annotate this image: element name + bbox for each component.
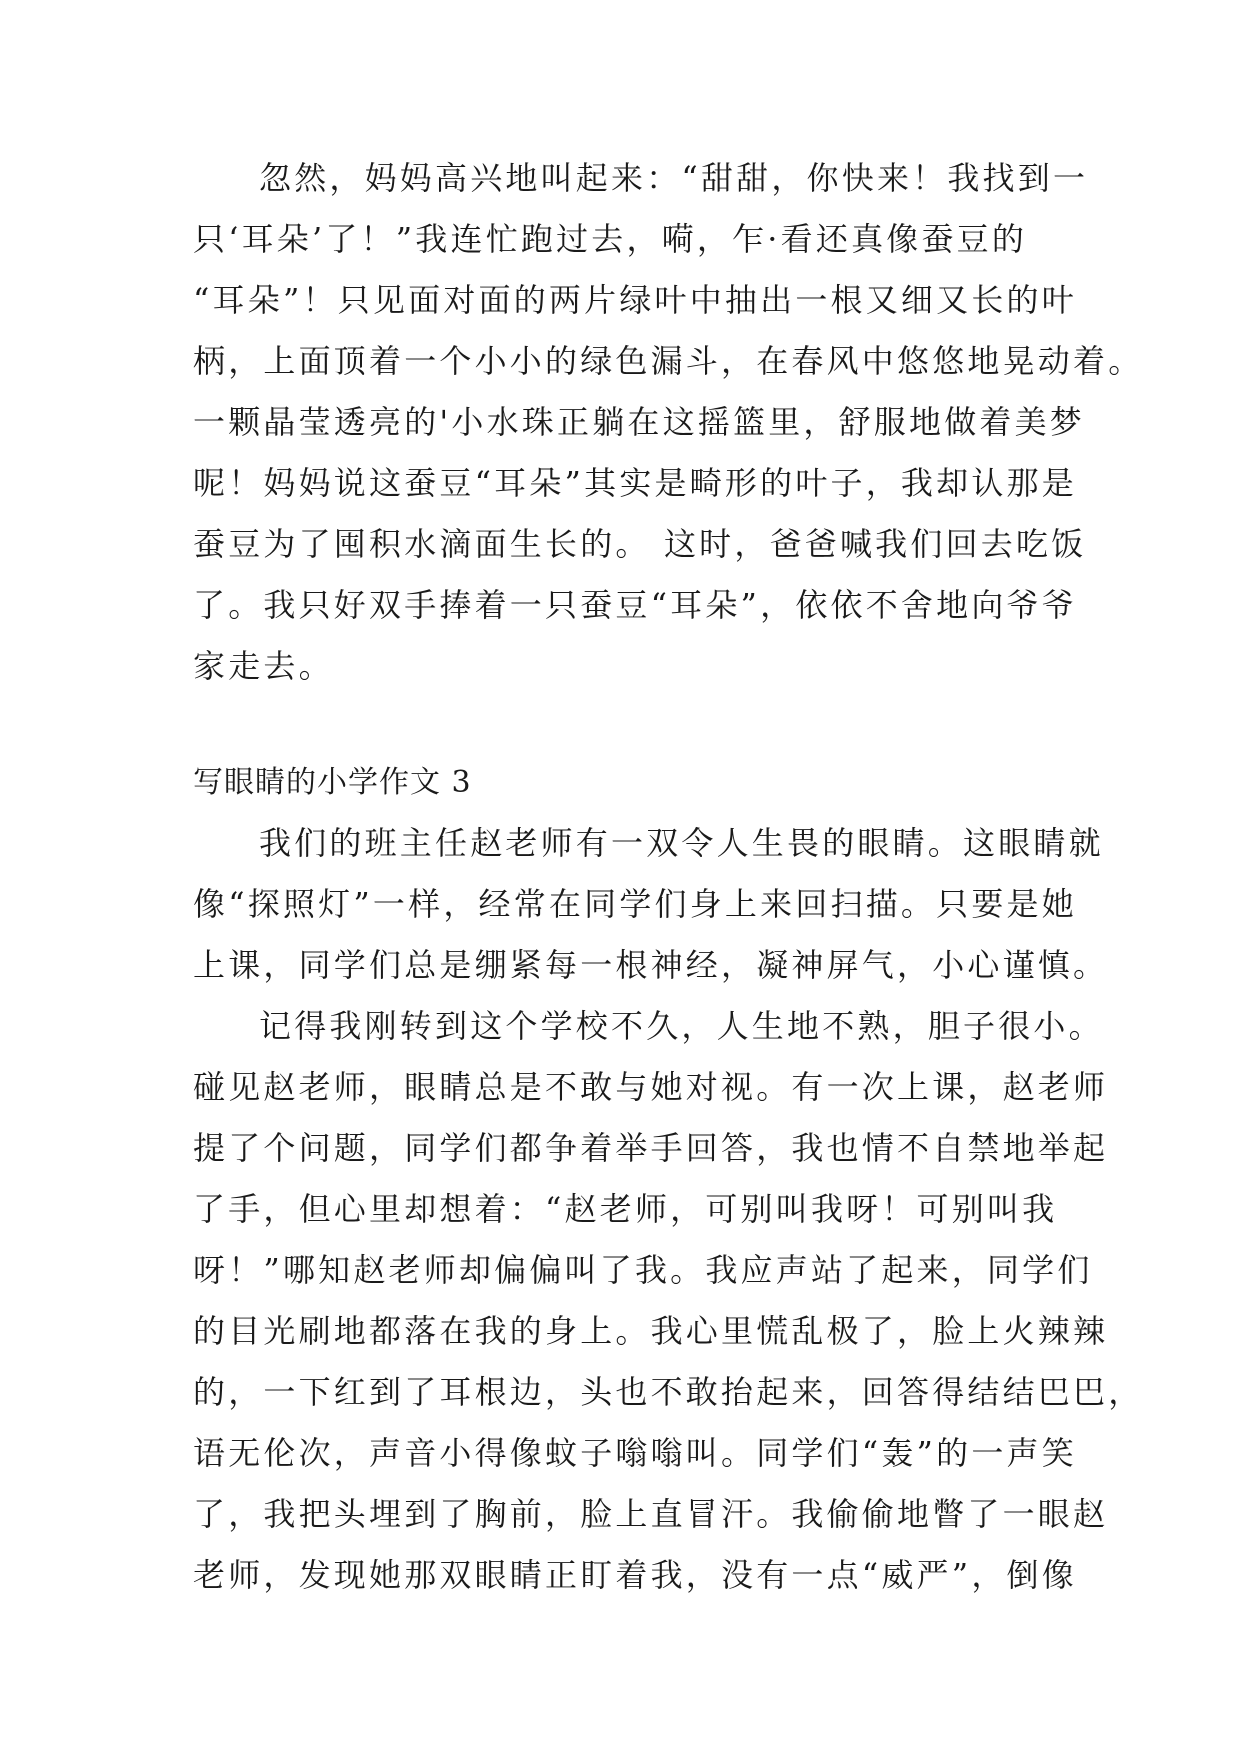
section-gap <box>193 697 1063 752</box>
essay-title: 写眼睛的小学作文 3 <box>193 765 472 800</box>
text-line: 了手，但心里却想着：“赵老师，可别叫我呀！可别叫我 <box>193 1190 1058 1228</box>
text-line: 我们的班主任赵老师有一双令人生畏的眼睛。这眼睛就 <box>259 824 1104 862</box>
text-line: 语无伦次，声音小得像蚊子嗡嗡叫。同学们“轰”的一声笑 <box>193 1434 1077 1472</box>
text-line: 上课，同学们总是绷紧每一根神经，凝神屏气，小心谨慎。 <box>193 946 1109 984</box>
text-line: 的目光刷地都落在我的身上。我心里慌乱极了，脸上火辣辣 <box>193 1312 1109 1350</box>
text-line: 一颗晶莹透亮的'小水珠正躺在这摇篮里，舒服地做着美梦 <box>193 403 1085 441</box>
text-line: 忽然，妈妈高兴地叫起来：“甜甜，你快来！我找到一 <box>259 159 1089 197</box>
text-line: “耳朵”！只见面对面的两片绿叶中抽出一根又细又长的叶 <box>193 281 1077 319</box>
paragraph-teacher-eyes <box>193 813 1109 996</box>
text-line: 像“探照灯”一样，经常在同学们身上来回扫描。只要是她 <box>193 885 1077 923</box>
text-line: 了，我把头埋到了胸前，脸上直冒汗。我偷偷地瞥了一眼赵 <box>193 1495 1109 1533</box>
text-line: 老师，发现她那双眼睛正盯着我，没有一点“威严”，倒像 <box>193 1556 1077 1594</box>
text-line: 只‘耳朵’了！”我连忙跑过去，嗬，乍·看还真像蚕豆的 <box>193 220 1028 258</box>
text-line: 的，一下红到了耳根边，头也不敢抬起来，回答得结结巴巴， <box>193 1373 1144 1411</box>
text-line: 了。我只好双手捧着一只蚕豆“耳朵”，依依不舍地向爷爷 <box>193 586 1077 624</box>
paragraph-broad-bean-ears <box>193 148 1144 697</box>
text-line: 呢！妈妈说这蚕豆“耳朵”其实是畸形的叶子，我却认那是 <box>193 464 1077 502</box>
text-line: 家走去。 <box>193 647 334 685</box>
text-line: 记得我刚转到这个学校不久，人生地不熟，胆子很小。 <box>259 1007 1104 1045</box>
text-line: 呀！”哪知赵老师却偏偏叫了我。我应声站了起来，同学们 <box>193 1251 1093 1289</box>
text-line: 柄，上面顶着一个小小的绿色漏斗，在春风中悠悠地晃动着。 <box>193 342 1144 380</box>
text-line: 提了个问题，同学们都争着举手回答，我也情不自禁地举起 <box>193 1129 1109 1167</box>
text-line: 碰见赵老师，眼睛总是不敢与她对视。有一次上课，赵老师 <box>193 1068 1109 1106</box>
document-page <box>193 148 1144 1606</box>
paragraph-memory <box>193 996 1144 1606</box>
text-line: 蚕豆为了囤积水滴面生长的。 这时，爸爸喊我们回去吃饭 <box>193 525 1087 563</box>
